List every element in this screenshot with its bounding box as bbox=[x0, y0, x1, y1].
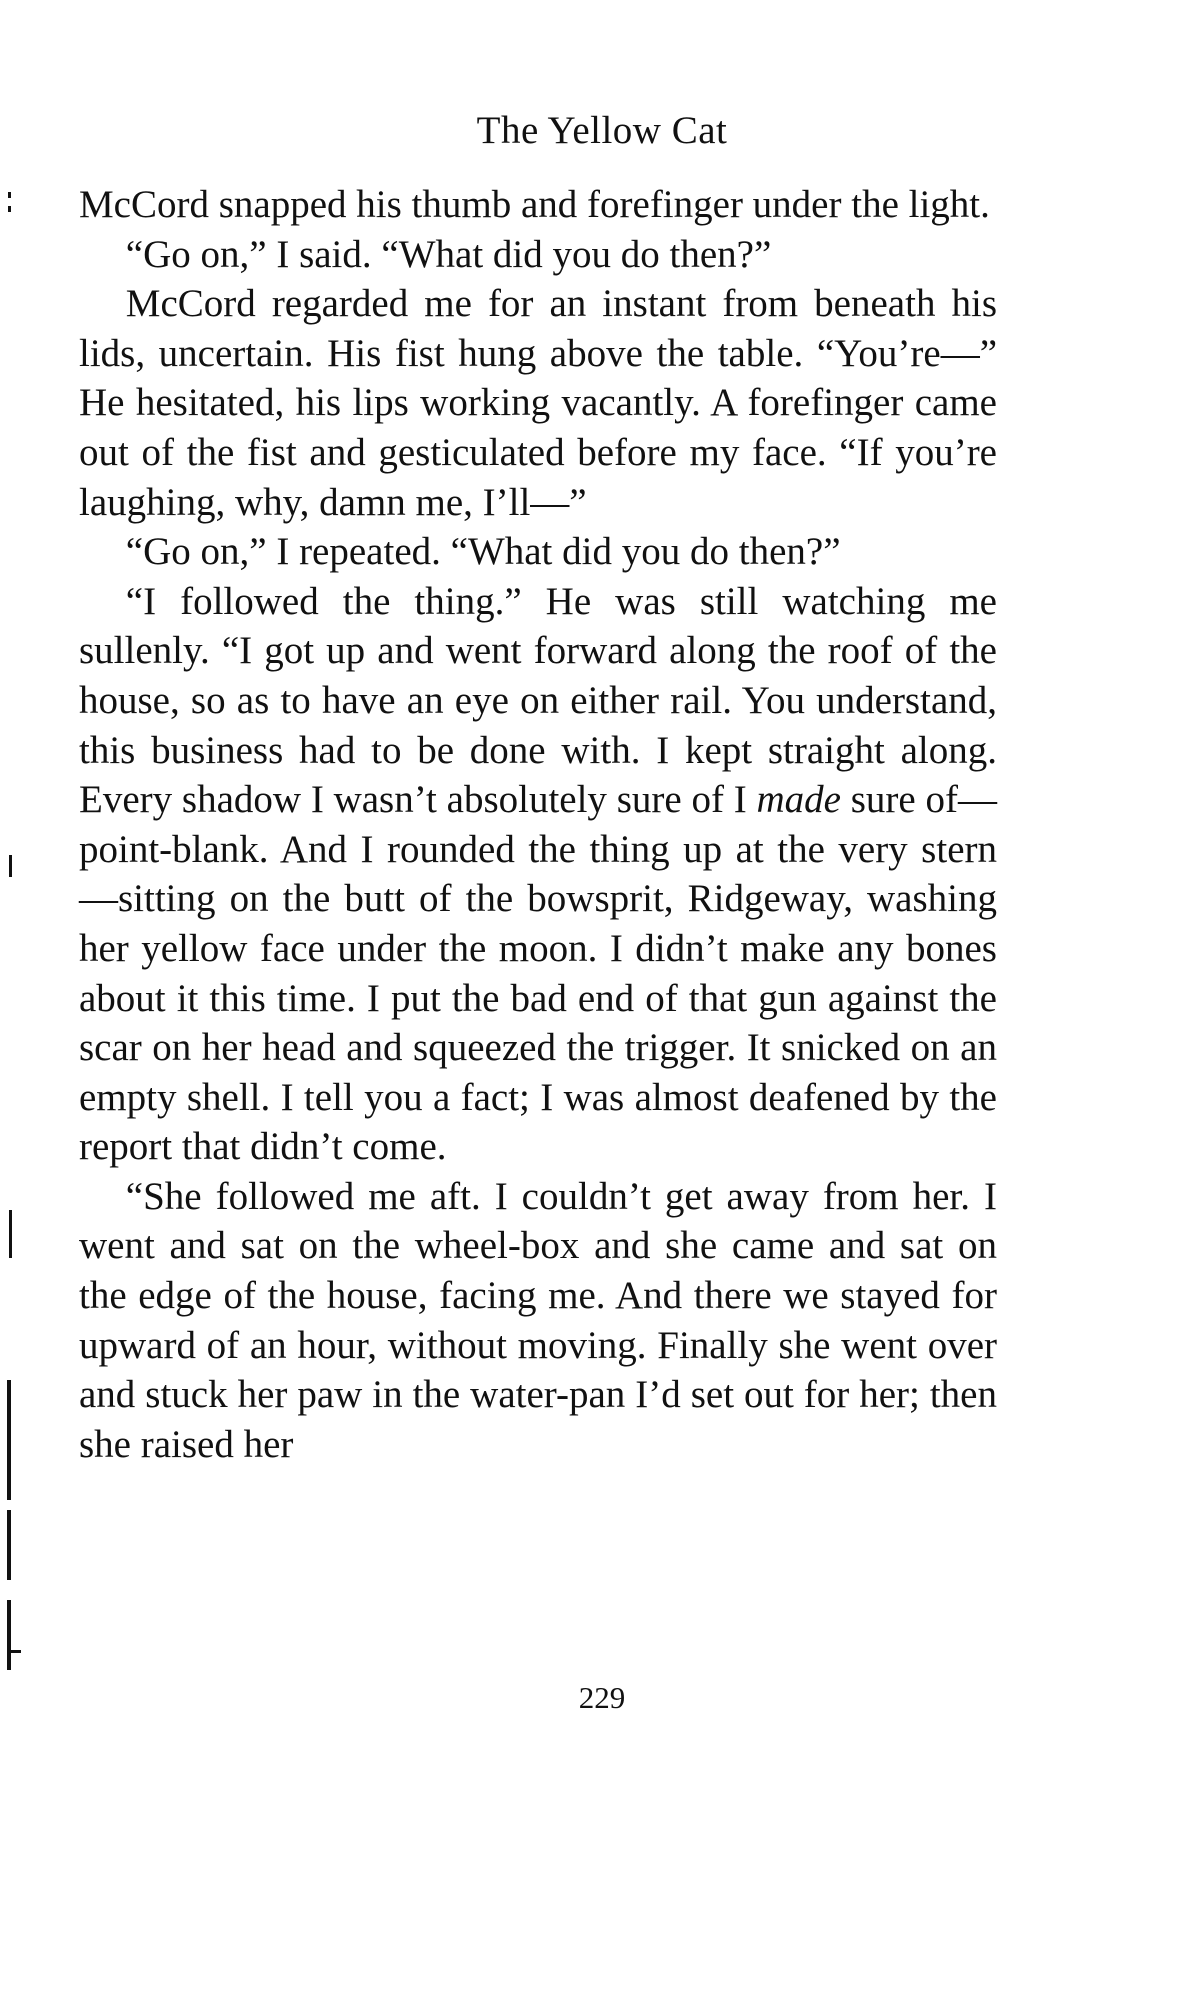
paragraph bbox=[79, 279, 997, 527]
paragraph-text: “I followed the thing.” He was still watching me sullenly. “I got up and went forward along the roof of the house, so as to have an eye on either rail. You understand, this business had to be done with. I kept straight along. Every shadow I wasn’t absolutely sure of I bbox=[79, 579, 997, 822]
paragraph-text: McCord snapped his thumb and forefinger under the light. bbox=[79, 183, 990, 226]
paragraph-text: “Go on,” I said. “What did you do then?” bbox=[125, 232, 772, 276]
paragraph bbox=[79, 1172, 997, 1470]
paragraph-text: “Go on,” I repeated. “What did you do then?” bbox=[125, 530, 841, 574]
body-text bbox=[79, 180, 997, 1469]
page-number: 229 bbox=[578, 1680, 626, 1715]
paragraph bbox=[79, 230, 997, 280]
paragraph bbox=[79, 527, 997, 577]
paragraph-text: sure of—point-blank. And I rounded the thing up at the very stern—sitting on the butt of the bowsprit, Ridgeway, washing her yellow face under the moon. I didn’t make any bones about it this time. I put the bad end of that gun against the scar on her head and squeezed the trigger. It snicked on an empty shell. I tell you a fact; I was almost deafened by the report that didn’t come. bbox=[79, 778, 997, 1169]
paragraph-text: “She followed me aft. I couldn’t get away from her. I went and sat on the wheel-box and she came and sat on the edge of the house, facing me. And there we stayed for upward of an hour, without moving. Finally she went over and stuck her paw in the water-pan I’d set out for her; then she raised her bbox=[79, 1174, 997, 1466]
paragraph bbox=[79, 577, 997, 1172]
paragraph-text: McCord regarded me for an instant from beneath his lids, uncertain. His fist hung above the table. “You’re—” He hesitated, his lips working vacantly. A forefinger came out of the fist and gesticulated before my face. “If you’re laughing, why, damn me, I’ll—” bbox=[79, 282, 997, 524]
italic-text: made bbox=[756, 778, 841, 822]
running-head: The Yellow Cat bbox=[476, 109, 728, 152]
paragraph bbox=[79, 180, 997, 230]
